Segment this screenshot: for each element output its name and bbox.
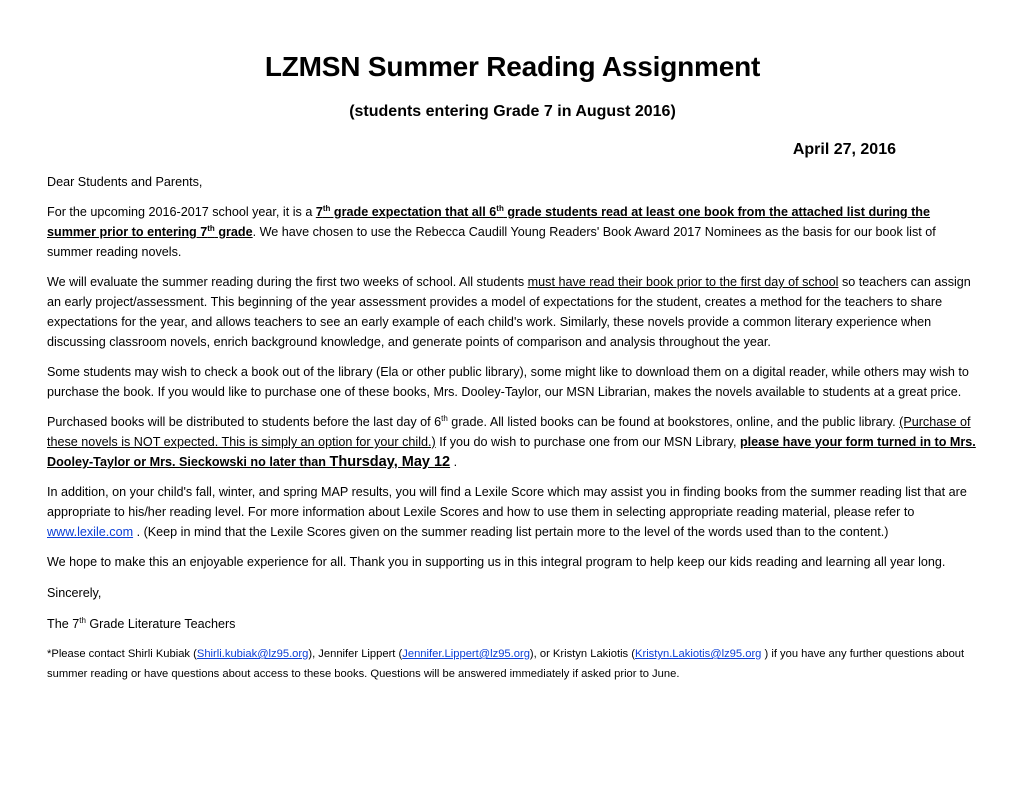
greeting: Dear Students and Parents, [47,175,203,189]
deadline-text: please have your form turned in to Mrs. Dooley-Taylor or Mrs. Sieckowski no later than [47,435,976,469]
text-segment: For the upcoming 2016-2017 school year, it is a [47,205,316,219]
text-segment: ), Jennifer Lippert ( [308,648,403,660]
text-segment: so teachers can assign an early project/assessment. This beginning of the year assessment provides a model of expectations for the student, creates a method for the teachers to share expectations for the year, and allows teachers to see an early example of each child's work. Similarly, these novels provide a common literary experience when discussing classroom novels, enrich background knowledge, and generate points of comparison and analysis throughout the year. [47,275,971,349]
paragraph-lexile [47,482,978,542]
footnote [47,644,978,684]
lexile-link[interactable]: www.lexile.com [47,525,134,539]
email-link-kubiak[interactable]: Shirli.kubiak@lz95.org [196,648,309,660]
underlined-text: (Purchase of these novels is NOT expected. This is simply an option for your child.) [47,415,971,449]
closing-salutation: Sincerely, [47,586,102,600]
email-link-lakiotis[interactable]: Kristyn.Lakiotis@lz95.org [635,648,762,660]
text-segment: grade expectation that all 6 [330,205,497,219]
text-segment: ) if you have any further questions about summer reading or have questions about access to these books. Questions will be answered immediately if asked prior to June. [47,648,965,680]
text-segment: In addition, on your child's fall, winter, and spring MAP results, you will find a Lexile Score which may assist you in finding books from the summer reading list that are appropriate to his/her reading level. For more information about Lexile Scores and how to use them in selecting appropriate reading material, please refer to [47,485,967,519]
text-segment: . We have chosen to use the Rebecca Caudill Young Readers' Book Award 2017 Nominees as the basis for our book list of summer reading novels. [47,225,936,259]
text-segment: grade [214,225,253,239]
text-segment: . [450,455,458,469]
deadline-date: Thursday, May 12 [329,454,451,470]
text-segment: Grade Literature Teachers [85,617,236,631]
superscript: th [441,413,448,423]
text-segment: grade students read at least one book from the attached list during the summer prior to entering 7 [47,205,931,239]
paragraph-expectation [47,202,978,262]
signature [47,614,978,634]
text-segment: The 7 [47,617,80,631]
email-link-lippert[interactable]: Jennifer.Lippert@lz95.org [402,648,530,660]
text-segment: ), or Kristyn Lakiotis ( [529,648,635,660]
superscript: th [496,203,504,213]
paragraph-closing: We hope to make this an enjoyable experience for all. Thank you in supporting us in this integral program to help keep our kids reading and learning all year long. [47,555,946,569]
paragraph-evaluation [47,272,978,352]
paragraph-library: Some students may wish to check a book out of the library (Ela or other public library), some might like to download them on a digital reader, while others may wish to purchase the book. If you would like to purchase one of these books, Mrs. Dooley-Taylor, our MSN Librarian, makes the novels available to students at a great price. [47,365,969,399]
superscript: th [79,615,86,625]
paragraph-purchase [47,412,978,472]
text-segment: . (Keep in mind that the Lexile Scores given on the summer reading list pertain more to the level of the words used than to the content.) [133,525,889,539]
text-segment: *Please contact Shirli Kubiak ( [47,648,197,660]
page-title: LZMSN Summer Reading Assignment [264,51,761,82]
letter-date: April 27, 2016 [792,141,896,158]
superscript: th [207,223,215,233]
text-segment: 7 [315,205,323,219]
superscript: th [322,203,331,213]
page-subtitle: (students entering Grade 7 in August 2016) [349,103,676,120]
text-segment: Purchased books will be distributed to students before the last day of 6 [47,415,442,429]
text-segment: If you do wish to purchase one from our MSN Library, [435,435,740,449]
underlined-text: must have read their book prior to the first day of school [527,275,839,289]
text-segment: We will evaluate the summer reading during the first two weeks of school. All students [47,275,528,289]
text-segment: grade. All listed books can be found at bookstores, online, and the public library. [447,415,900,429]
